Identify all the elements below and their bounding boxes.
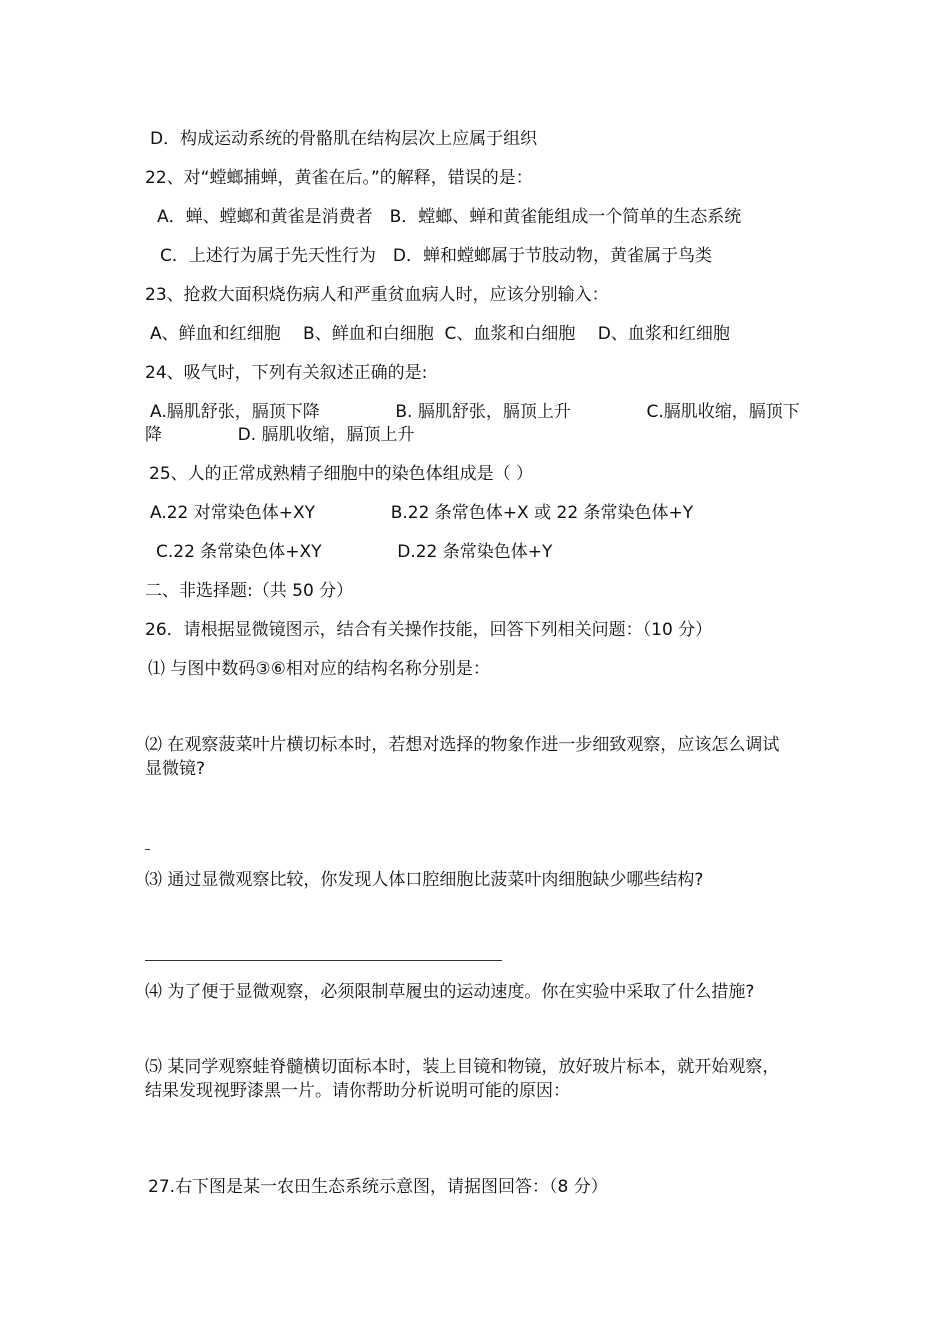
q26-part-2-line1: ⑵ 在观察菠菜叶片横切标本时，若想对选择的物象作进一步细致观察，应该怎么调试 <box>145 735 780 755</box>
answer-line <box>145 960 502 961</box>
stray-dash <box>145 849 150 850</box>
question-22: 22、对“螳螂捕蝉，黄雀在后。”的解释，错误的是： <box>145 168 533 188</box>
q22-options-cd: C．上述行为属于先天性行为 D．蝉和螳螂属于节肢动物，黄雀属于鸟类 <box>160 246 712 266</box>
q21-option-d: D．构成运动系统的骨骼肌在结构层次上应属于组织 <box>150 129 538 149</box>
q22-options-ab: A．蝉、螳螂和黄雀是消费者 B．螳螂、蝉和黄雀能组成一个简单的生态系统 <box>157 207 742 227</box>
question-25: 25、人的正常成熟精子细胞中的染色体组成是（ ） <box>149 464 534 484</box>
section-2-heading: 二、非选择题:（共 50 分） <box>145 581 354 601</box>
question-26: 26．请根据显微镜图示，结合有关操作技能，回答下列相关问题：（10 分） <box>145 620 713 640</box>
q26-part-4: ⑷ 为了便于显微观察，必须限制草履虫的运动速度。你在实验中采取了什么措施? <box>145 982 755 1002</box>
q26-part-2-line2: 显微镜? <box>145 759 206 779</box>
q24-options-line1: A.膈肌舒张，膈顶下降 B. 膈肌舒张，膈顶上升 C.膈肌收缩，膈顶下 <box>150 402 800 422</box>
question-23: 23、抢救大面积烧伤病人和严重贫血病人时，应该分别输入： <box>145 285 609 305</box>
q26-part-3: ⑶ 通过显微观察比较，你发现人体口腔细胞比菠菜叶肉细胞缺少哪些结构? <box>145 870 704 890</box>
q26-part-5-line2: 结果发现视野漆黑一片。请你帮助分析说明可能的原因： <box>145 1081 570 1101</box>
q25-options-cd: C.22 条常染色体+XY D.22 条常染色体+Y <box>156 542 553 562</box>
question-24: 24、吸气时，下列有关叙述正确的是: <box>145 363 428 383</box>
q26-part-1: ⑴ 与图中数码③⑥相对应的结构名称分别是： <box>148 659 490 679</box>
q24-options-line2: 降 D. 膈肌收缩，膈顶上升 <box>145 425 415 445</box>
q26-part-5-line1: ⑸ 某同学观察蛙脊髓横切面标本时，装上目镜和物镜，放好玻片标本，就开始观察， <box>145 1057 780 1077</box>
q25-options-ab: A.22 对常染色体+XY B.22 条常色体+X 或 22 条常染色体+Y <box>150 503 694 523</box>
q23-options: A、鲜血和红细胞 B、鲜血和白细胞 C、血浆和白细胞 D、血浆和红细胞 <box>150 324 730 344</box>
question-27: 27.右下图是某一农田生态系统示意图，请据图回答：（8 分） <box>148 1177 608 1197</box>
